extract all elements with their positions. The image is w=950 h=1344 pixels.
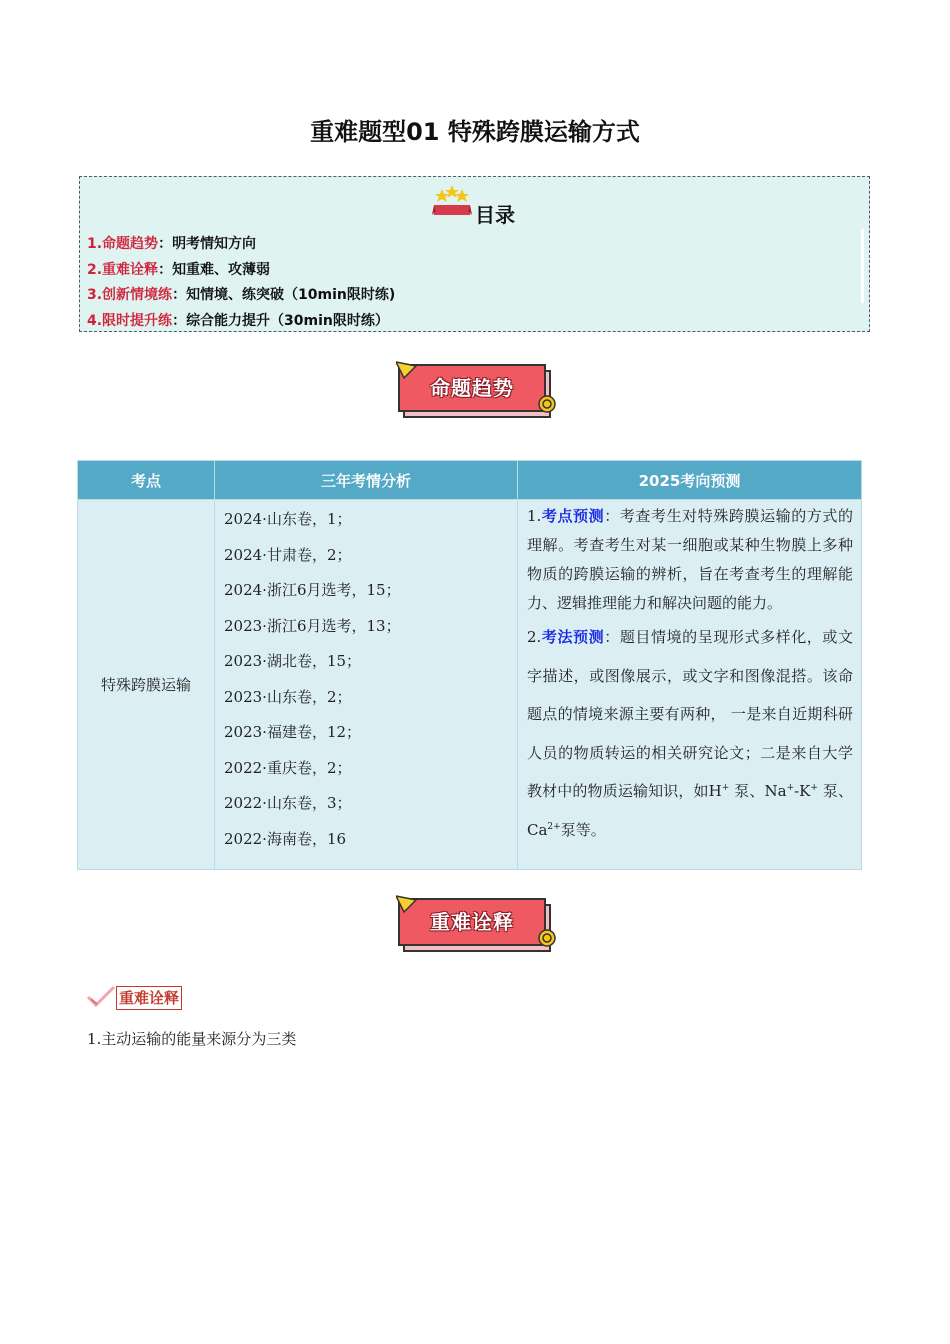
toc-item-key: 3.创新情境练	[87, 287, 173, 303]
toc-item-text: 知重难、攻薄弱	[172, 261, 271, 278]
exam-analysis-table	[77, 460, 862, 870]
point-text: ：题目情境的呈现形式多样化，或文字描述，或图像展示，或文字和图像混搭。该命题点的情境来源主要有两种， 一是来自近期科研人员的物质转运的相关研究论文；二是来自大学教材中的物质运输知识，如H	[527, 628, 853, 800]
toc-item-4[interactable]	[87, 309, 395, 335]
banner-trend	[396, 360, 561, 424]
coin-icon	[537, 928, 557, 948]
toc-item-key: 4.限时提升练	[87, 312, 173, 329]
year-item: 2023·山东卷，2；	[224, 687, 352, 706]
prediction-cell	[518, 500, 862, 870]
banner-difficulty	[396, 894, 561, 958]
toc-scrollbar[interactable]	[861, 229, 864, 303]
toc-item-sep: ：	[158, 236, 173, 252]
toc-item-text: 明考情知方向	[172, 236, 257, 252]
superscript: +	[721, 783, 730, 793]
toc-item-key: 1.命题趋势	[87, 236, 159, 252]
point-number: 2.	[527, 628, 542, 646]
toc-item-text: 知情境、练突破（10min限时练)	[186, 287, 396, 303]
table-row	[78, 500, 862, 870]
flag-icon	[396, 360, 420, 384]
point-key: 考法预测	[541, 628, 605, 646]
toc-item-sep: ：	[158, 261, 173, 278]
checkmark-icon	[86, 985, 116, 1009]
point-text: 泵、Na	[729, 782, 787, 800]
table-header-row	[78, 461, 862, 500]
flag-icon	[396, 894, 420, 918]
col-header-kaodian: 考点	[78, 461, 215, 500]
year-item: 2024·浙江6月选考，15；	[224, 581, 401, 599]
year-item: 2023·福建卷，12；	[224, 723, 362, 741]
years-cell	[215, 500, 518, 870]
table-of-contents	[79, 176, 870, 332]
toc-item-1[interactable]	[87, 232, 395, 258]
point-text: 泵、Ca	[527, 782, 853, 839]
point-1-text: 1.主动运输的能量来源分为三类	[87, 1030, 297, 1048]
prediction-point-2	[527, 618, 853, 849]
toc-item-2[interactable]	[87, 258, 395, 284]
kaodian-cell: 特殊跨膜运输	[78, 500, 215, 870]
point-text: -K	[794, 782, 811, 800]
year-item: 2022·山东卷，3；	[224, 794, 352, 812]
toc-item-3[interactable]	[87, 283, 395, 309]
year-item: 2022·海南卷，16	[224, 829, 347, 848]
page-title: 重难题型01 特殊跨膜运输方式	[310, 118, 640, 146]
toc-item-sep: ：	[172, 312, 187, 329]
banner-trend-label: 命题趋势	[398, 364, 546, 412]
point-text: ：考查考生对特殊跨膜运输的方式的理解。考查考生对某一细胞或某种生物膜上多种物质的跨膜运输的辨析，旨在考查考生的理解能力、逻辑推理能力和解决问题的能力。	[527, 507, 853, 612]
toc-list	[87, 232, 395, 334]
superscript: +	[786, 783, 795, 793]
banner-difficulty-label: 重难诠释	[398, 898, 546, 946]
coin-icon	[537, 394, 557, 414]
point-text: 泵等。	[560, 820, 606, 839]
year-item: 2024·山东卷，1；	[224, 510, 352, 528]
toc-item-key: 2.重难诠释	[87, 261, 159, 278]
point-key: 考点预测	[541, 507, 605, 525]
point-number: 1.	[527, 507, 542, 525]
year-item: 2024·甘肃卷，2；	[224, 545, 352, 564]
toc-heading: 目录	[475, 203, 515, 227]
toc-header	[80, 185, 869, 225]
toc-item-text: 综合能力提升（30min限时练）	[186, 312, 389, 329]
col-header-analysis: 三年考情分析	[215, 461, 518, 500]
year-item: 2023·浙江6月选考，13；	[224, 616, 401, 635]
year-item: 2022·重庆卷，2；	[224, 758, 352, 777]
toc-item-sep: ：	[172, 287, 187, 303]
col-header-forecast: 2025考向预测	[518, 461, 862, 500]
year-item: 2023·湖北卷，15；	[224, 652, 362, 670]
award-badge-icon	[432, 185, 472, 221]
superscript: 2+	[547, 821, 561, 832]
superscript: +	[810, 783, 818, 793]
section-label: 重难诠释	[116, 986, 182, 1010]
prediction-point-1	[527, 502, 853, 618]
